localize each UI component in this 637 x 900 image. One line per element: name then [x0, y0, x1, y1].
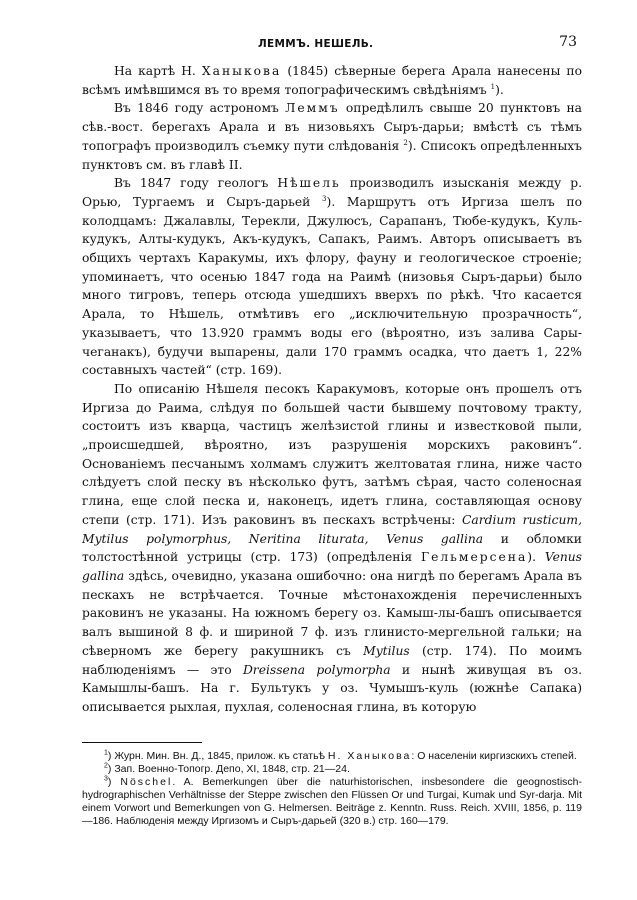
paragraph-3-text-c: ). Маршрутъ отъ Иргиза шелъ по колодцамъ: Джалавлы, Терекли, Джулюсъ, Сарапанъ, Тюбе-кудукъ, Куль-кудукъ, Алты-кудукъ, Акъ-кудукъ, Сапакъ, Раимъ. Авторъ описываетъ въ общихъ чертахъ Каракумы, ихъ флору, фауну и геологическое строеніе; упоминаетъ, что осенью 1847 года на Раимѣ (низовья Сыръ-дарьи) было много тигровъ, теперь отсюда ушедшихъ вверхъ по рѣкѣ. Что касается Арала, то Нѣшель, отмѣтивъ его „исключительную прозрачность“, указываетъ, что 13.920 граммъ воды его (вѣроятно, изъ залива Сары-чеганакъ), будучи выпарены, дали 170 граммъ осадка, что даетъ 1, 22% составныхъ частей“ (стр. 169). [82, 194, 582, 378]
footnote-3-text-a: ) [107, 776, 121, 788]
footnote-1-mark: 1 [104, 749, 108, 757]
paragraph-4-text-c: ). [527, 550, 545, 565]
footnote-1-text-a: ) Журн. Мин. Вн. Д., 1845, прилож. къ статьѣ [107, 750, 328, 762]
species-dreissena: Dreissena polymorpha [242, 662, 391, 677]
footnote-3-author: Nöschel [120, 776, 173, 788]
paragraph-2-text-a: Въ 1846 году астрономъ [114, 101, 286, 116]
species-venus-gallina: Venus gallina [82, 550, 582, 583]
paragraph-2-text-c: ). Списокъ опредѣленныхъ пунктовъ см. въ главѣ II. [82, 138, 583, 172]
footnote-divider [82, 742, 202, 743]
footnote-2-text: ) Зап. Военно-Топогр. Депо, XI, 1848, стр. 21—24. [107, 763, 350, 775]
footnote-2-mark: 2 [104, 762, 108, 770]
paragraph-2 [82, 99, 582, 174]
page-number: 73 [559, 34, 577, 50]
paragraph-1-text-a: На картѣ Н. [114, 64, 202, 78]
footnote-ref-1: 1 [490, 82, 496, 91]
paragraph-2-text-b: опредѣлилъ свыше 20 пунктовъ на сѣв.-вост. берегахъ Арала и въ низовьяхъ Сыръ-дарьи; вмѣстѣ съ тѣмъ топографъ производилъ съемку пути слѣдованія [82, 101, 582, 153]
footnote-1 [82, 750, 582, 763]
species-mytilus: Mytilus [363, 643, 410, 658]
footnote-3-mark: 3 [104, 775, 108, 783]
paragraph-1 [82, 62, 582, 99]
paragraph-4-text-f: и нынѣ живущая въ оз. Камышлы-башъ. На г. Бультукъ у оз. Чумышъ-куль (южнѣе Сапака) описывается рыхлая, пухлая, соленосная глина, въ которую [82, 662, 582, 714]
paragraph-1-text-b: (1845) сѣверные берега Арала нанесены по всѣмъ имѣвшимся въ то время топографическимъ свѣдѣніямъ [82, 64, 582, 97]
paragraph-3-text-a: Въ 1847 году геологъ [114, 176, 278, 191]
author-name-helmersen: Гельмерсена [420, 550, 528, 565]
footnote-ref-3: 3 [322, 194, 327, 203]
paragraph-4-text-e: (стр. 174). По моимъ наблюденіямъ — это [82, 643, 582, 677]
footnotes [82, 750, 582, 828]
paragraph-3-text-b: производилъ изысканія между р. Орью, Тургаемъ и Сыръ-дарьей [82, 176, 582, 209]
footnote-1-text-b: : О населеніи киргизскихъ степей. [411, 750, 577, 762]
author-name-khanykov: Ханыкова [201, 64, 282, 78]
body-text [82, 62, 582, 717]
author-name-noschel: Нѣшель [277, 176, 341, 191]
species-list: Cardium rusticum, Mytilus polymorphus, Neritina liturata, Venus gallina [82, 512, 582, 546]
paragraph-4 [82, 380, 582, 717]
footnote-2 [82, 763, 582, 776]
paragraph-3 [82, 174, 582, 380]
author-name-lemm: Леммъ [285, 101, 340, 116]
paragraph-4-text-a: По описанію Нѣшеля песокъ Каракумовъ, которые онъ прошелъ отъ Иргиза до Раима, слѣдуя по большей части бывшему почтовому тракту, состоитъ изъ кварца, частицъ желѣзистой глины и известковой пыли, „происшедшей, вѣроятно, изъ разрушенія морскихъ раковинъ“. Основаніемъ песчанымъ холмамъ служитъ желтоватая глина, ниже часто слѣдуетъ слой песку въ нѣсколько футъ, затѣмъ сѣрая, часто соленосная глина, еще слой песка и, наконецъ, идетъ глина, составляющая основу степи (стр. 171). Изъ раковинъ въ пескахъ встрѣчены: [82, 381, 582, 527]
running-head: ЛЕММЪ. НЕШЕЛЬ. [258, 38, 374, 50]
paragraph-4-text-d: здѣсь, очевидно, указана ошибочно: она нигдѣ по берегамъ Арала въ пескахъ не встрѣчается. Точные мѣстонахожденія перечисленныхъ раковинъ не указаны. На южномъ берегу оз. Камыш-лы-башъ описывается валъ вышиной 8 ф. и шириной 7 ф. изъ глинисто-мергельной гальки; на сѣверномъ же берегу ракушникъ съ [82, 568, 582, 658]
paragraph-4-text-b: и обломки толстостѣнной устрицы (стр. 173) (опредѣленія [82, 531, 583, 565]
paragraph-1-text-c: ). [495, 82, 504, 97]
footnote-3-text-b: . A. Bemerkungen über die naturhistorischen, insbesondere die geognostisch-hydrographischen Verhältnisse der Steppe zwischen den Flüssen Or und Turgai, Kumak und Syr-darja. Mit einem Vorwort und Bemerkungen von G. Helmersen. Beiträge z. Kenntn. Russ. Reich. XVIII, 1856, р. 119—186. Наблюденія между Иргизомъ и Сыръ-дарьей (320 в.) стр. 160—179. [82, 776, 582, 827]
footnote-ref-2: 2 [403, 138, 408, 147]
footnote-1-author: Н. Ханыкова [327, 750, 412, 762]
footnote-3 [82, 776, 582, 828]
